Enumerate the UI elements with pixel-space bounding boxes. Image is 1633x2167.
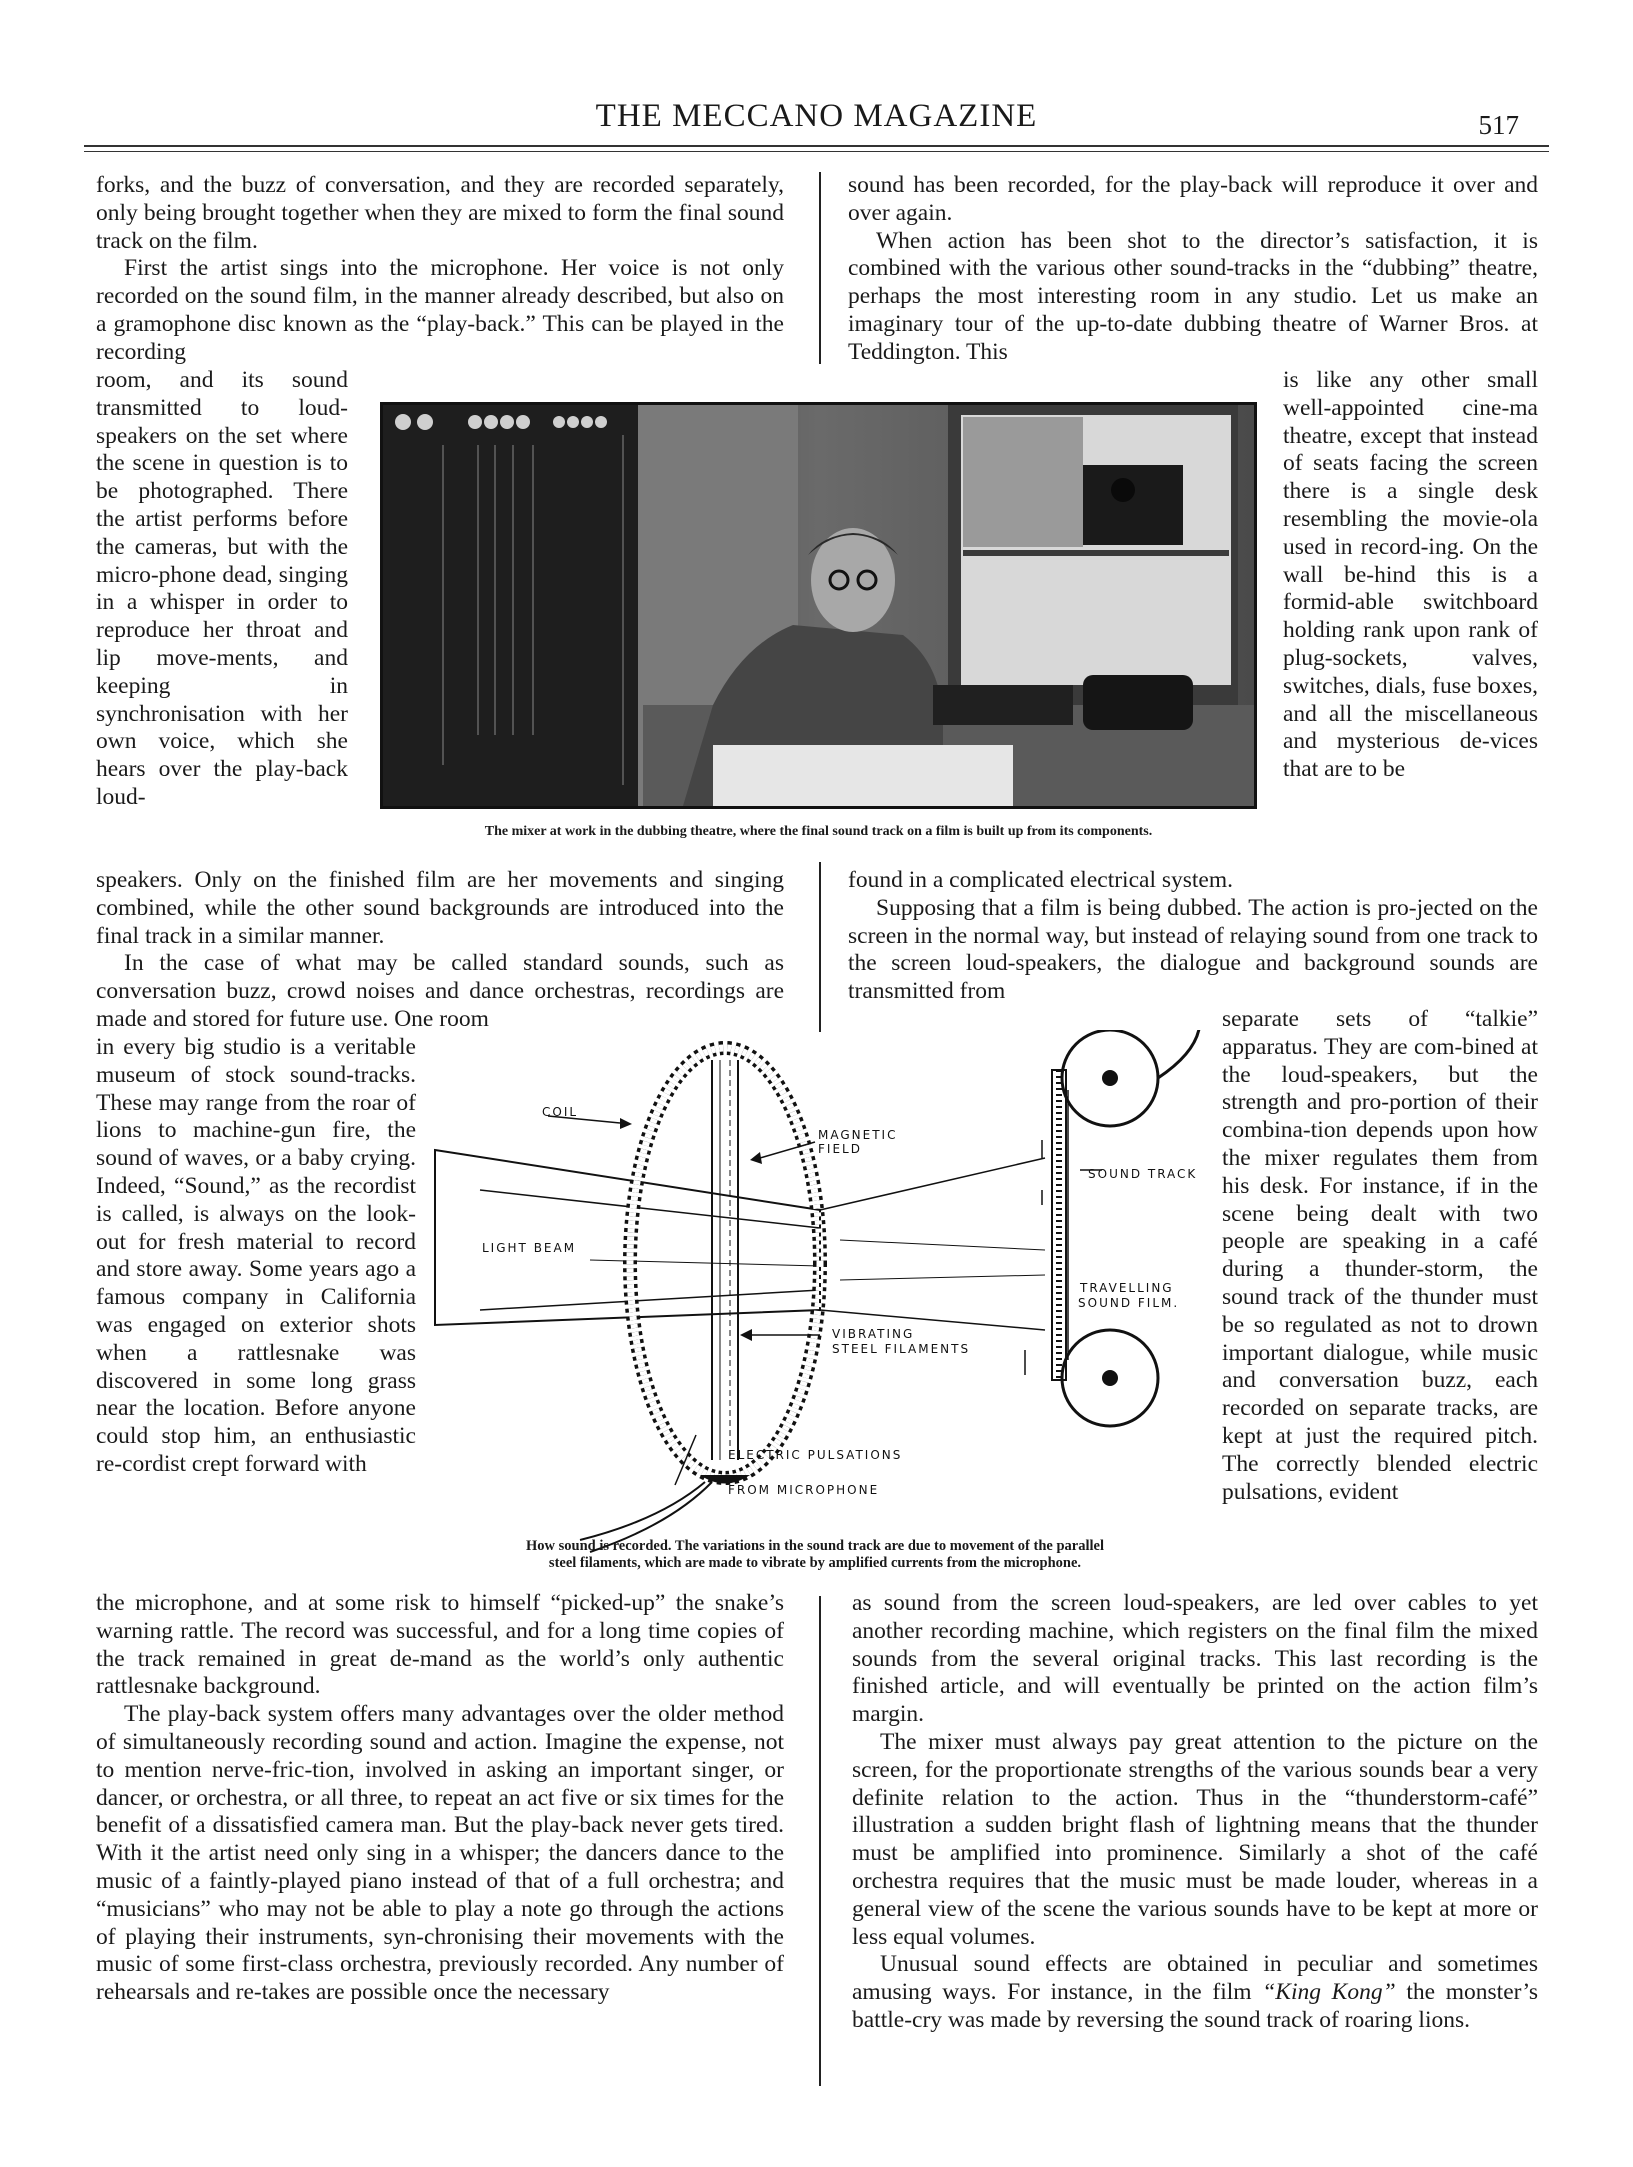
paragraph: speakers. Only on the finished film are her movements and singing combined, while the other sound backgrounds are introduced into the final track in a similar manner. — [96, 867, 784, 949]
label-magnetic: MAGNETIC — [818, 1128, 898, 1142]
left-column-middle — [96, 867, 784, 1034]
paragraph: Supposing that a film is being dubbed. The action is pro-jected on the screen in the normal way, but instead of relaying sound from one track to the screen loud-speakers, the dialogue and background sounds are transmitted from — [848, 894, 1538, 1005]
magazine-title: THE MECCANO MAGAZINE — [595, 98, 1038, 134]
column-divider-top — [819, 172, 821, 364]
right-column-middle — [848, 867, 1538, 1006]
left-column-wrap-diagram — [96, 1034, 416, 1479]
label-light-beam: LIGHT BEAM — [482, 1241, 577, 1255]
left-column-bottom — [96, 1590, 784, 2007]
diagram-caption-line-2: steel filaments, which are made to vibrate by amplified currents from the microphone. — [548, 1555, 1082, 1571]
left-column-top — [96, 172, 784, 367]
photo-illustration — [383, 405, 1254, 806]
label-electric-pulsations: ELECTRIC PULSATIONS — [728, 1448, 903, 1462]
paragraph: as sound from the screen loud-speakers, are led over cables to yet another recording machine, which registers on the final film the mixed sounds from the several original tracks. This last recording is the finished article, and will eventually be printed on the action film’s margin. — [852, 1590, 1538, 1728]
text-span: Unusual sound effects are obtained in peculiar and sometimes amusing ways. For instance, in the film — [852, 1951, 1538, 2006]
paragraph: The play-back system offers many advantages over the older method of simultaneously recording sound and action. Imagine the expense, not to mention nerve-fric-tion, involved in asking an important singer, or dancer, or orchestra, or all three, to repeat an act five or six times for the benefit of a dissatisfied camera man. But the play-back never gets tired. With it the artist need only sing in a whisper; the dancers dance to the music of a faintly-played piano instead of that of a full orchestra; and “musicians” who may not be able to play a note go through the actions of playing their instruments, syn-chronising their movements with the music of some first-class orchestra, previously recorded. Any number of rehearsals and re-takes are possible once the necessary — [96, 1701, 784, 2006]
paragraph: in every big studio is a veritable museum of stock sound-tracks. These may range from the roar of lions to machine-gun fire, the sound of waves, or a baby crying. Indeed, “Sound,” as the recordist is called, is always on the look-out for fresh material to record and store away. Some years ago a famous company in California was engaged on exterior shots when a rattlesnake was discovered in some long grass near the location. Before anyone could stop him, an enthusiastic re-cordist crept forward with — [96, 1034, 416, 1477]
label-field: FIELD — [818, 1142, 862, 1156]
label-vibrating: VIBRATING — [832, 1327, 915, 1341]
diagram-caption-line-1: How sound is recorded. The variations in the sound track are due to movement of the parallel — [526, 1538, 1104, 1554]
label-sound-track: SOUND TRACK — [1088, 1167, 1198, 1181]
paragraph: separate sets of “talkie” apparatus. They are com-bined at the loud-speakers, but the strength and pro-portion of their combina-tion depends upon how the mixer regulates them from his desk. For instance, if in the scene being dealt with two people are speaking in a café during a thunder-storm, the sound track of the thunder must be so regulated as not to drown important dialogue, while music and conversation buzz, each recorded on separate tracks, are kept at just the required pitch. The correctly blended electric pulsations, evident — [1222, 1006, 1538, 1505]
photo-caption: The mixer at work in the dubbing theatre, where the final sound track on a film is built up from its components. — [484, 824, 1153, 839]
label-travelling: TRAVELLING — [1080, 1281, 1174, 1295]
paragraph: is like any other small well-appointed cine-ma theatre, except that instead of seats facing the screen there is a single desk resembling the movie-ola used in record-ing. On the wall be-hind this is a formid-able switchboard holding rank upon rank of plug-sockets, valves, switches, dials, fuse boxes, and all the miscellaneous and mysterious de-vices that are to be — [1283, 367, 1538, 783]
diagram-caption — [445, 1538, 1185, 1572]
paragraph — [852, 1951, 1538, 2034]
page-number: 517 — [1478, 110, 1519, 140]
column-divider-middle — [819, 862, 821, 1032]
film-title: “King Kong” — [1262, 1979, 1396, 2006]
paragraph: When action has been shot to the director’s satisfaction, it is combined with the various other sound-tracks in the “dubbing” theatre, perhaps the most interesting room in any studio. Let us make an imaginary tour of the up-to-date dubbing theatre of Warner Bros. at Teddington. This — [848, 227, 1538, 365]
paragraph: sound has been recorded, for the play-back will reproduce it over and over again. — [848, 172, 1538, 226]
paragraph: The mixer must always pay great attention to the picture on the screen, for the proportionate strengths of the various sounds bear a very definite relation to the action. Thus in the “thunderstorm-café” illustration a sudden bright flash of lightning means that the thunder must be amplified into prominence. Similarly a shot of the café orchestra requires that the music must be made louder, whereas in a general view of the scene the various sounds have to be kept at more or less equal volumes. — [852, 1728, 1538, 1950]
header-rule — [84, 145, 1549, 147]
paragraph: First the artist sings into the microphone. Her voice is not only recorded on the sound film, in the manner already described, but also on a gramophone disc known as the “play-back.” This can be played in the recording — [96, 255, 784, 365]
label-sound-film: SOUND FILM. — [1078, 1296, 1180, 1310]
paragraph: room, and its sound transmitted to loud-speakers on the set where the scene in question is to be photographed. There the artist performs before the cameras, but with the micro-phone dead, singing in a whisper in order to reproduce her throat and lip move-ments, and keeping in synchronisation with her own voice, which she hears over the play-back loud- — [96, 367, 348, 810]
right-column-wrap-diagram — [1222, 1006, 1538, 1506]
paragraph: found in a complicated electrical system. — [848, 867, 1233, 893]
dubbing-theatre-photo — [380, 402, 1257, 809]
text-span: the monster’s battle-cry was made by reversing the sound track of roaring lions. — [852, 1979, 1539, 2033]
sound-recording-diagram — [420, 1030, 1225, 1560]
right-column-top — [848, 172, 1538, 367]
column-divider-bottom — [819, 1596, 821, 2086]
header-rule-thin — [84, 151, 1549, 152]
paragraph: In the case of what may be called standard sounds, such as conversation buzz, crowd noises and dance orchestras, recordings are made and stored for future use. One room — [96, 950, 784, 1032]
right-column-wrap-photo — [1283, 367, 1538, 784]
right-column-bottom — [852, 1590, 1538, 2035]
paragraph: the microphone, and at some risk to himself “picked-up” the snake’s warning rattle. The record was successful, and for a long time copies of the track remained in great de-mand as the world’s only authentic rattlesnake background. — [96, 1590, 784, 1700]
label-coil: COIL — [542, 1105, 579, 1119]
label-from-microphone: FROM MICROPHONE — [728, 1483, 880, 1497]
paragraph: forks, and the buzz of conversation, and they are recorded separately, only being brought together when they are mixed to form the final sound track on the film. — [96, 172, 784, 254]
label-steel-filaments: STEEL FILAMENTS — [832, 1342, 971, 1356]
left-column-wrap-photo — [96, 367, 348, 812]
